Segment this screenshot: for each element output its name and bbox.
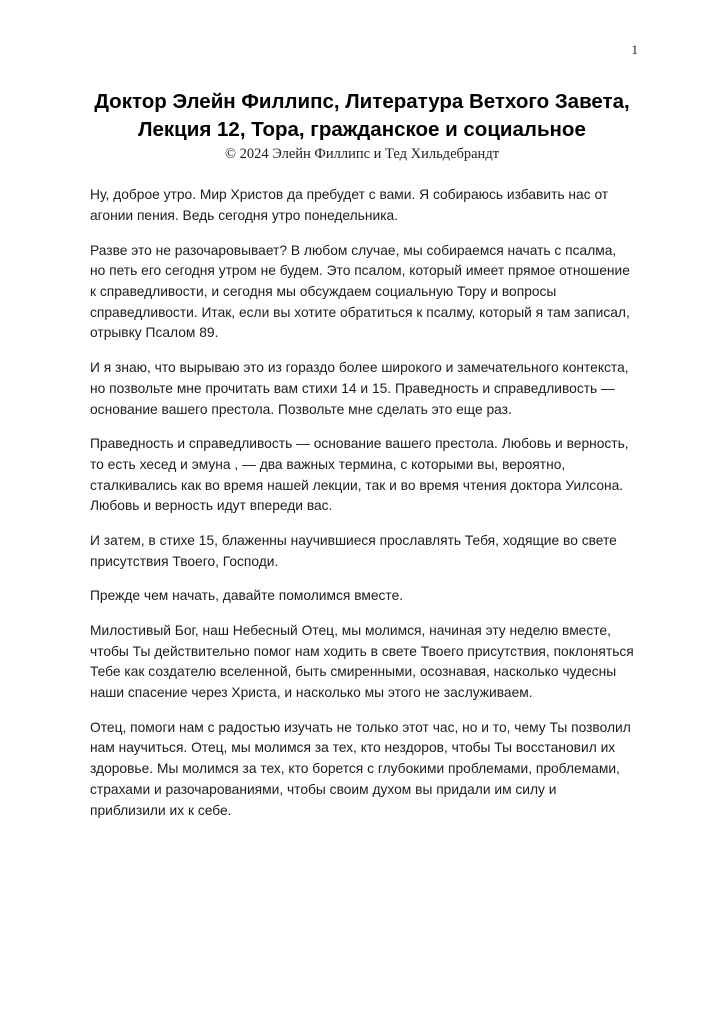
document-title: [90, 88, 634, 143]
body-text: [90, 185, 634, 821]
paragraph: Прежде чем начать, давайте помолимся вместе.: [90, 588, 404, 604]
document-title-line-1: Доктор Элейн Филлипс, Литература Ветхого Завета,: [94, 90, 630, 113]
paragraph: И затем, в стихе 15, блаженны научившиеся прославлять Тебя, ходящие во свете присутствия Твоего, Господи.: [90, 532, 617, 569]
copyright-line: © 2024 Элейн Филлипс и Тед Хильдебрандт: [224, 146, 500, 163]
paragraph: Отец, помоги нам с радостью изучать не только этот час, но и то, чему Ты позволил нам научиться. Отец, мы молимся за тех, кто нездоров, чтобы Ты восстановил их здоровье. Мы молимся за тех, кто борется с глубокими проблемами, проблемами, страхами и разочарованиями, чтобы своим духом вы придали им силу и приблизили их к себе.: [90, 719, 631, 818]
paragraph: Ну, доброе утро. Мир Христов да пребудет с вами. Я собираюсь избавить нас от агонии пения. Ведь сегодня утро понедельника.: [90, 187, 609, 224]
page-content: [90, 88, 634, 835]
document-title-line-2: Лекция 12, Тора, гражданское и социальное: [138, 117, 586, 141]
paragraph: Разве это не разочаровывает? В любом случае, мы собираемся начать с псалма, но петь его сегодня утром не будем. Это псалом, который имеет прямое отношение к справедливости, и сегодня мы обсуждаем социальную Тору и вопросы справедливости. Итак, если вы хотите обратиться к псалму, который я там записал, отрывку Псалом 89.: [90, 242, 630, 341]
paragraph: И я знаю, что вырываю это из гораздо более широкого и замечательного контекста, но позвольте мне прочитать вам стихи 14 и 15. Праведность и справедливость — основание вашего престола. Позвольте мне сделать это еще раз.: [90, 360, 629, 417]
page-number: 1: [631, 42, 638, 57]
paragraph: Милостивый Бог, наш Небесный Отец, мы молимся, начиная эту неделю вместе, чтобы Ты действительно помог нам ходить в свете Твоего присутствия, поклоняться Тебе как создателю вселенной, быть смиренными, осознавая, насколько чудесны наши спасение через Христа, и насколько мы этого не заслуживаем.: [90, 623, 634, 701]
paragraph: Праведность и справедливость — основание вашего престола. Любовь и верность, то есть хесед и эмуна , — два важных термина, с которыми вы, вероятно, сталкивались как во время нашей лекции, так и во время чтения доктора Уилсона. Любовь и верность идут впереди вас.: [90, 436, 629, 514]
